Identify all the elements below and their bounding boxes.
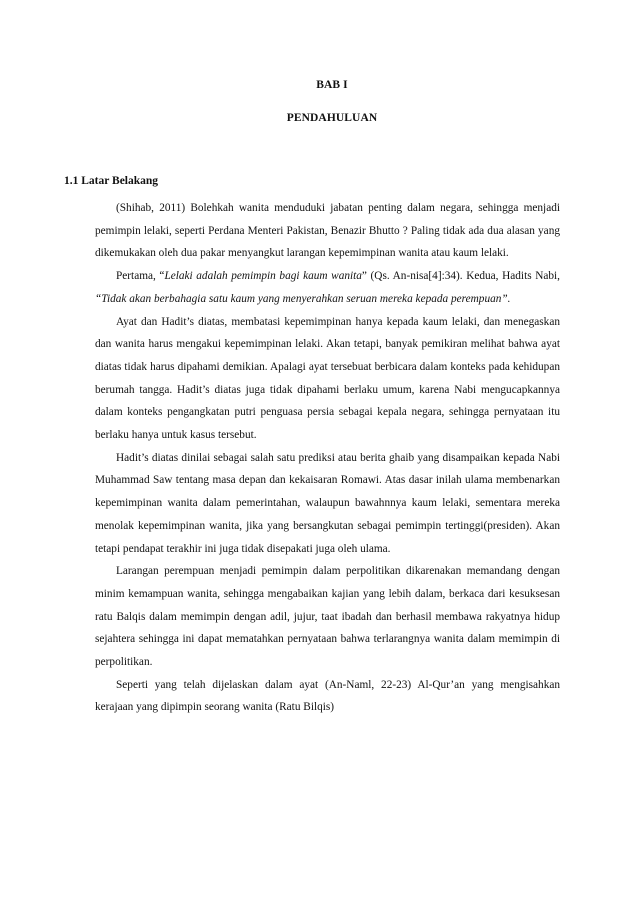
section-heading: 1.1 Latar Belakang bbox=[64, 175, 159, 187]
paragraph-2-middle: ” (Qs. An-nisa[4]:34). Kedua, Hadits Nabi, bbox=[361, 270, 560, 283]
body-text bbox=[95, 197, 560, 719]
paragraph-5: Larangan perempuan menjadi pemimpin dalam perpolitikan dikarenakan memandang dengan minim kemampuan wanita, sehingga mengabaikan kajian yang lebih dalam, berkaca dari kesuksesan ratu Balqis dalam memimpin dengan adil, jujur, taat ibadah dan berhasil membawa rakyatnya hidup sejahtera sehingga ini dapat mematahkan pernyataan bahwa terlarangnya wanita dalam memimpin di perpolitikan. bbox=[95, 565, 560, 669]
paragraph-6: Seperti yang telah dijelaskan dalam ayat (An-Naml, 22-23) Al-Qur’an yang mengisahkan kerajaan yang dipimpin seorang wanita (Ratu Bilqis) bbox=[95, 678, 560, 714]
hadith-quote: “Tidak akan berbahagia satu kaum yang menyerahkan seruan mereka kepada perempuan”. bbox=[95, 292, 511, 305]
quran-quote: Lelaki adalah pemimpin bagi kaum wanita bbox=[164, 270, 362, 283]
chapter-number: BAB I bbox=[316, 79, 348, 91]
paragraph-2 bbox=[95, 265, 560, 310]
paragraph-4: Hadit’s diatas dinilai sebagai salah satu prediksi atau berita ghaib yang disampaikan kepada Nabi Muhammad Saw tentang masa depan dan kekaisaran Romawi. Atas dasar inilah ulama membenarkan kepemimpinan wanita dalam pemerintahan, walaupun bawahnnya kaum lelaki, sementara mereka menolak kepemimpinan wanita, jika yang bersangkutan sebagai pemimpin tertinggi(presiden). Akan tetapi pendapat terakhir ini juga tidak disepakati juga oleh ulama. bbox=[95, 451, 560, 555]
paragraph-1: (Shihab, 2011) Bolehkah wanita menduduki jabatan penting dalam negara, sehingga menjadi pemimpin lelaki, seperti Perdana Menteri Pakistan, Benazir Bhutto ? Paling tidak ada dua alasan yang dikemukakan oleh dua pakar menyangkut larangan kepemimpinan wanita atau kaum lelaki. bbox=[95, 202, 560, 260]
paragraph-3: Ayat dan Hadit’s diatas, membatasi kepemimpinan hanya kepada kaum lelaki, dan menegaskan dan wanita harus mengakui kepemimpinan lelaki. Akan tetapi, banyak pemikiran melihat bahwa ayat diatas tidak harus dipahami demikian. Apalagi ayat tersebuat berbicara dalam konteks pada kehidupan berumah tangga. Hadit’s diatas juga tidak dipahami berlaku umum, karena Nabi mengucapkannya dalam konteks pengangkatan putri penguasa persia sebagai kepala negara, sehingga pernyataan itu berlaku hanya untuk kasus tersebut. bbox=[95, 315, 560, 442]
chapter-title: PENDAHULUAN bbox=[286, 112, 378, 124]
paragraph-2-intro: Pertama, “ bbox=[116, 270, 165, 283]
